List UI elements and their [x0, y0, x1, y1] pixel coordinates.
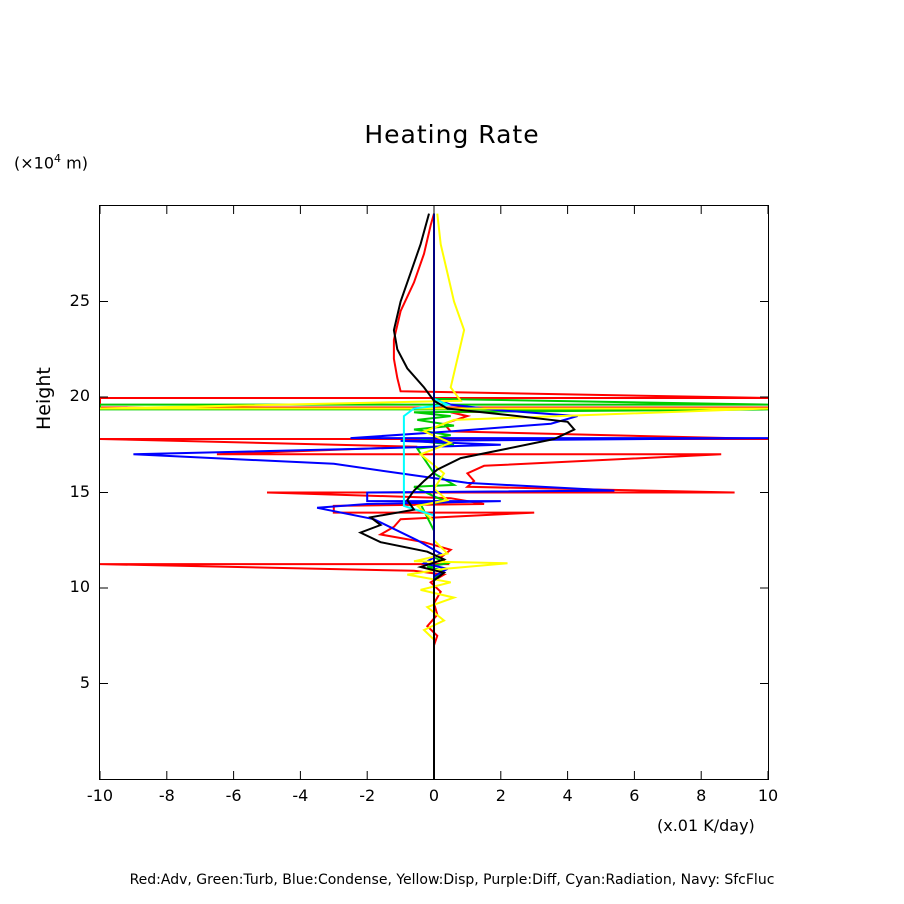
- y-tick-label: 15: [69, 481, 90, 501]
- y-tick-label: 10: [69, 577, 90, 596]
- x-tick-label: 0: [428, 786, 440, 805]
- x-tick-label: -4: [292, 786, 309, 805]
- x-tick-label: -2: [359, 786, 376, 805]
- y-tick-label: 20: [69, 386, 90, 405]
- y-axis-unit-label: ($\times 10^4$ m): [14, 152, 88, 173]
- chart-title: Heating Rate: [364, 120, 540, 149]
- x-tick-label: 10: [757, 786, 779, 805]
- x-tick-label: -10: [86, 786, 114, 805]
- x-tick-label: 6: [629, 786, 640, 805]
- x-tick-label: 4: [562, 786, 573, 805]
- x-axis-unit-label: (x.01 K/day): [657, 816, 755, 835]
- legend: Red:Adv, Green:Turb, Blue:Condense, Yellow:Disp, Purple:Diff, Cyan:Radiation, Navy: SfcFluc: [129, 872, 775, 888]
- x-tick-label: 8: [696, 786, 707, 805]
- x-tick-label: -8: [158, 786, 175, 805]
- y-tick-label: 25: [69, 290, 90, 310]
- y-tick-label: 5: [79, 672, 90, 692]
- y-axis-title: Height: [33, 367, 55, 430]
- x-tick-label: -6: [225, 786, 242, 805]
- x-tick-label: 2: [495, 786, 506, 805]
